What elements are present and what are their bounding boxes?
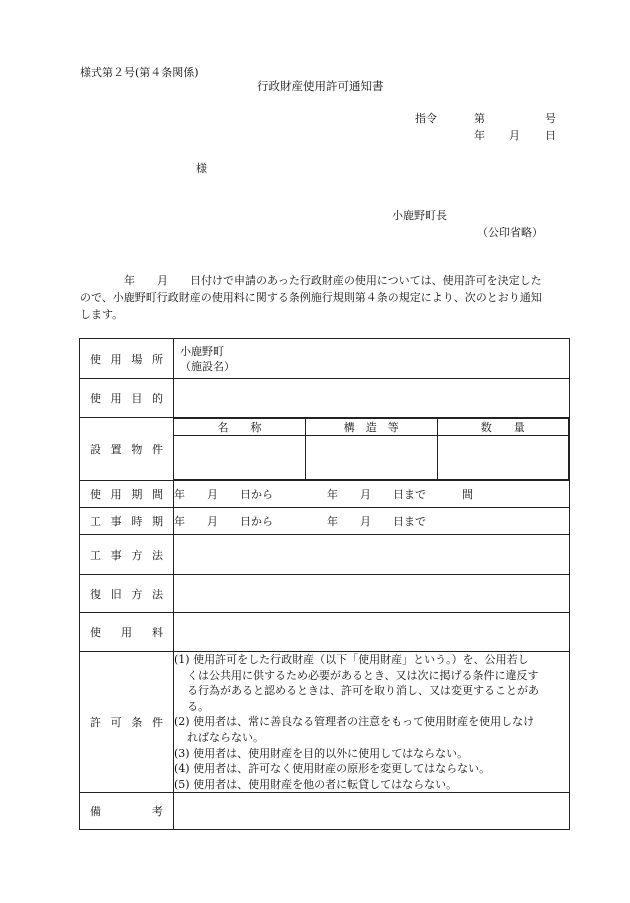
period-to: 年 月 日まで [327, 488, 426, 501]
label-construction-time: 工事時期 [80, 508, 174, 535]
row-restoration-method [80, 575, 570, 613]
cell-construction-time [174, 508, 570, 535]
row-period [80, 481, 570, 508]
cell-restoration-method [174, 575, 570, 613]
cell-conditions [174, 652, 570, 793]
construction-from: 年 月 日から [174, 515, 273, 528]
form-number: 様式第２号(第４条関係) [80, 66, 199, 79]
place-facility: （施設名） [180, 359, 235, 373]
objects-structure-value [306, 436, 438, 480]
cell-purpose [174, 379, 570, 418]
condition-line-3: る行為があると認めるときは、許可を取り消し、又は変更することがあ [187, 684, 539, 698]
directive-dai: 第 [474, 112, 485, 125]
body-line-3: します。 [80, 308, 124, 321]
condition-line-9: (5) 使用者は、使用財産を他の者に転貸してはならない。 [174, 777, 458, 791]
label-remarks: 備考 [80, 793, 174, 830]
cell-remarks [174, 793, 570, 830]
period-from: 年 月 日から [174, 488, 273, 501]
row-construction-method [80, 535, 570, 575]
label-construction-method: 工事方法 [80, 535, 174, 575]
label-restoration-method: 復旧方法 [80, 575, 174, 613]
condition-line-8: (4) 使用者は、許可なく使用財産の原形を変更してはならない。 [174, 762, 491, 776]
date-month: 月 [509, 129, 520, 142]
label-fee: 使用料 [80, 613, 174, 652]
condition-line-4: る。 [187, 699, 209, 713]
date-year: 年 [474, 129, 485, 142]
objects-quantity-value [437, 436, 569, 480]
directive-go: 号 [545, 112, 556, 125]
row-fee [80, 613, 570, 652]
row-purpose [80, 379, 570, 418]
label-conditions: 許可条件 [80, 652, 174, 793]
row-objects [80, 418, 570, 481]
objects-col-name: 名 称 [174, 419, 306, 436]
condition-line-1: (1) 使用許可をした行政財産（以下「使用財産」という。）を、公用若し [174, 653, 529, 666]
body-paragraph [80, 272, 570, 323]
issuer-name: 小鹿野町長 [392, 209, 447, 222]
cell-objects [174, 418, 570, 481]
condition-line-7: (3) 使用者は、使用財産を目的以外に使用してはならない。 [174, 746, 469, 760]
condition-line-5: (2) 使用者は、常に善良なる管理者の注意をもって使用財産を使用しなけ [174, 715, 535, 729]
addressee-suffix: 様 [196, 162, 207, 175]
label-place: 使用場所 [80, 339, 174, 379]
body-line-1: 年 月 日付けで申請のあった行政財産の使用については、使用許可を決定した [80, 274, 542, 287]
cell-fee [174, 613, 570, 652]
objects-subtable [174, 418, 569, 480]
cell-construction-method [174, 535, 570, 575]
label-objects: 設置物件 [80, 418, 174, 481]
period-unit: 間 [462, 488, 473, 501]
objects-name-value [174, 436, 306, 480]
condition-line-2: くは公共用に供するため必要があるとき、又は次に掲げる条件に違反す [187, 668, 539, 682]
row-place [80, 339, 570, 379]
body-line-2: ので、小鹿野町行政財産の使用料に関する条例施行規則第４条の規定により、次のとおり通知 [80, 291, 542, 304]
directive-prefix: 指令 [415, 112, 437, 125]
cell-place [174, 339, 570, 379]
construction-to: 年 月 日まで [327, 515, 426, 528]
cell-period [174, 481, 570, 508]
objects-col-structure: 構 造 等 [306, 419, 438, 436]
date-day: 日 [545, 129, 556, 142]
label-purpose: 使用目的 [80, 379, 174, 418]
row-construction-time [80, 508, 570, 535]
place-town: 小鹿野町 [180, 344, 224, 358]
row-conditions [80, 652, 570, 793]
objects-col-quantity: 数 量 [437, 419, 569, 436]
permit-table [79, 338, 570, 830]
condition-line-6: ればならない。 [187, 730, 264, 744]
row-remarks [80, 793, 570, 830]
label-period: 使用期間 [80, 481, 174, 508]
document-title: 行政財産使用許可通知書 [257, 79, 384, 93]
seal-note: （公印省略） [477, 226, 543, 239]
